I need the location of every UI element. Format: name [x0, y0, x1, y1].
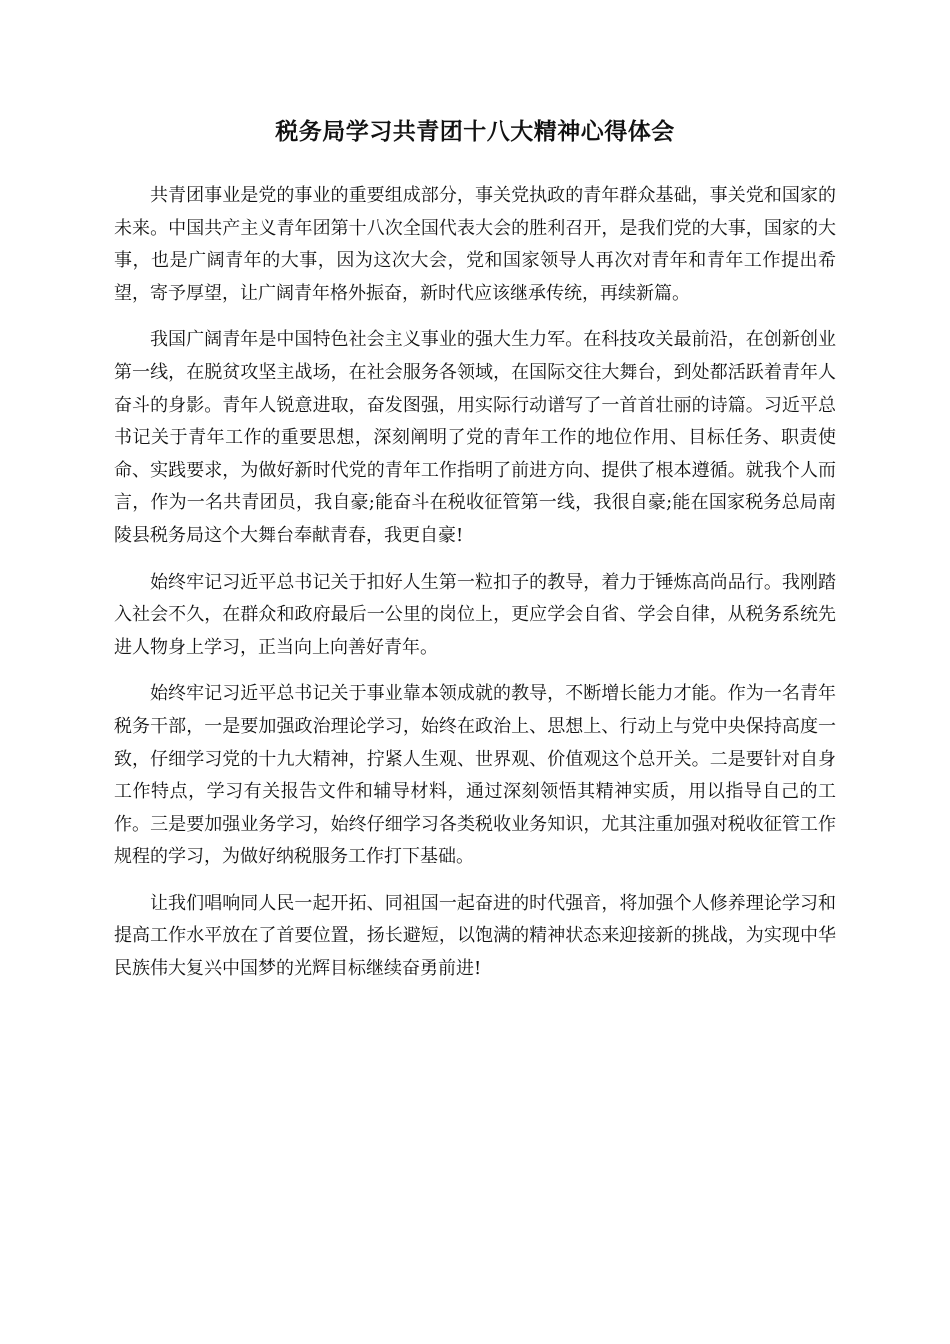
paragraph-2: 我国广阔青年是中国特色社会主义事业的强大生力军。在科技攻关最前沿，在创新创业第一线，在脱贫攻坚主战场，在社会服务各领域，在国际交往大舞台，到处都活跃着青年人奋斗的身影。青年人锐意进取，奋发图强，用实际行动谱写了一首首壮丽的诗篇。习近平总书记关于青年工作的重要思想，深刻阐明了党的青年工作的地位作用、目标任务、职责使命、实践要求，为做好新时代党的青年工作指明了前进方向、提供了根本遵循。就我个人而言，作为一名共青团员，我自豪;能奋斗在税收征管第一线，我很自豪;能在国家税务总局南陵县税务局这个大舞台奉献青春，我更自豪! [114, 329, 836, 546]
paragraph-1: 共青团事业是党的事业的重要组成部分，事关党执政的青年群众基础，事关党和国家的未来。中国共产主义青年团第十八次全国代表大会的胜利召开，是我们党的大事，国家的大事，也是广阔青年的大事，因为这次大会，党和国家领导人再次对青年和青年工作提出希望，寄予厚望，让广阔青年格外振奋，新时代应该继承传统，再续新篇。 [114, 185, 836, 304]
paragraph-3: 始终牢记习近平总书记关于扣好人生第一粒扣子的教导，着力于锤炼高尚品行。我刚踏入社会不久，在群众和政府最后一公里的岗位上，更应学会自省、学会自律，从税务系统先进人物身上学习，正当向上向善好青年。 [114, 571, 836, 658]
document-title: 税务局学习共青团十八大精神心得体会 [275, 118, 675, 145]
document-body [114, 180, 836, 1000]
paragraph-4: 始终牢记习近平总书记关于事业靠本领成就的教导，不断增长能力才能。作为一名青年税务干部，一是要加强政治理论学习，始终在政治上、思想上、行动上与党中央保持高度一致，仔细学习党的十九大精神，拧紧人生观、世界观、价值观这个总开关。二是要针对自身工作特点，学习有关报告文件和辅导材料，通过深刻领悟其精神实质，用以指导自己的工作。三是要加强业务学习，始终仔细学习各类税收业务知识，尤其注重加强对税收征管工作规程的学习，为做好纳税服务工作打下基础。 [114, 683, 836, 868]
paragraph-5: 让我们唱响同人民一起开拓、同祖国一起奋进的时代强音，将加强个人修养理论学习和提高工作水平放在了首要位置，扬长避短，以饱满的精神状态来迎接新的挑战，为实现中华民族伟大复兴中国梦的光辉目标继续奋勇前进! [114, 892, 836, 980]
